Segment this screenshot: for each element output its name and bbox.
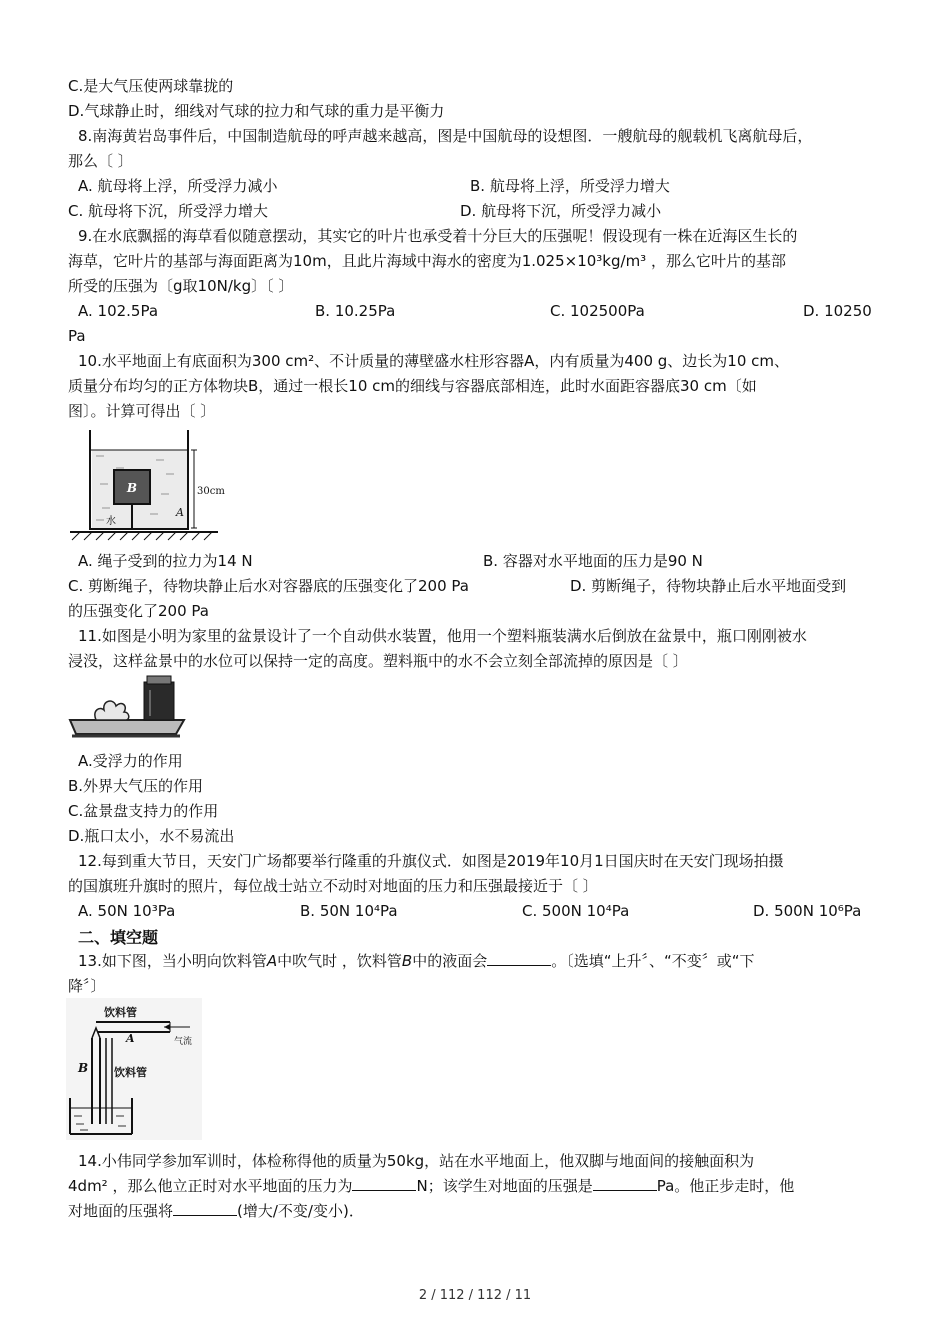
q10-option-d: D. 剪断绳子，待物块静止后水平地面受到	[570, 577, 847, 595]
q14-stem2-mid: N；该学生对地面的压强是	[416, 1177, 593, 1195]
q14-blank-change[interactable]	[173, 1201, 237, 1216]
q9-option-a: A. 102.5Pa	[78, 302, 159, 320]
q7-option-d: D.气球静止时，细线对气球的拉力和气球的重力是平衡力	[68, 102, 445, 120]
q12-option-c: C. 500N 10⁴Pa	[522, 902, 630, 920]
q8-stem: 8.南海黄岩岛事件后，中国制造航母的呼声越来越高，图是中国航母的设想图．一艘航母的舰载机飞离航母后，	[78, 127, 813, 145]
q9-stem-cont2: 所受的压强为〔g取10N/kg〕〔 〕	[68, 277, 294, 295]
fig-label-b: B	[126, 481, 138, 495]
q10-container-figure	[66, 424, 228, 548]
q10-option-c: C. 剪断绳子，待物块静止后水对容器底的压强变化了200 Pa	[68, 577, 469, 595]
fig-label-b: B	[78, 1061, 89, 1075]
fig-air-label: 气流	[174, 1037, 193, 1047]
q14-blank-force[interactable]	[352, 1176, 416, 1191]
q11-option-a: A.受浮力的作用	[78, 752, 183, 770]
q9-stem-cont: 海草，它叶片的基部与海面距离为10m，且此片海域中海水的密度为1.025×10³kg/m³ ，那么它叶片的基部	[68, 252, 786, 270]
q12-stem-cont: 的国旗班升旗时的照片，每位战士站立不动时对地面的压力和压强最接近于〔 〕	[68, 877, 598, 895]
q8-option-d: D. 航母将下沉，所受浮力减小	[460, 202, 662, 220]
q13-stem-end: 。〔选填“上升〞、“不变〞或“下	[551, 952, 755, 970]
q12-stem: 12.每到重大节日，天安门广场都要举行隆重的升旗仪式．如图是2019年10月1日国庆时在天安门现场拍摄	[78, 852, 784, 870]
section-title-fill-blank: 二、填空题	[78, 928, 159, 947]
fig-tube1-label: 饮料管	[104, 1006, 137, 1019]
q14-stem2-pre: 4dm² ，那么他立正时对水平地面的压力为	[68, 1177, 353, 1195]
q10-stem-cont2: 图〕。计算可得出〔 〕	[68, 402, 216, 420]
q8-option-a: A. 航母将上浮，所受浮力减小	[78, 177, 278, 195]
page-number: 2 / 112 / 112 / 11	[418, 1288, 532, 1303]
q14-stem3-pre: 对地面的压强将	[68, 1202, 174, 1220]
q10-stem: 10.水平地面上有底面积为300 cm²、不计质量的薄壁盛水柱形容器A，内有质量为400 g、边长为10 cm、	[78, 352, 790, 370]
q10-option-d-cont: 的压强变化了200 Pa	[68, 602, 209, 620]
q11-option-c: C.盆景盘支持力的作用	[68, 802, 219, 820]
q14-blank-pressure[interactable]	[593, 1176, 657, 1191]
fig-label-a: A	[176, 506, 184, 519]
q7-option-c: C.是大气压使两球靠拢的	[68, 77, 234, 95]
q14-stem-cont	[68, 1176, 794, 1196]
fig-height-label: 30cm	[197, 486, 225, 497]
q13-stem	[78, 951, 755, 971]
q12-option-b: B. 50N 10⁴Pa	[300, 902, 398, 920]
q14-stem3-post: (增大/不变/变小)．	[237, 1202, 364, 1220]
q9-option-c: C. 102500Pa	[550, 302, 645, 320]
q9-option-d: D. 10250	[803, 302, 872, 320]
q9-option-d-cont: Pa	[68, 327, 86, 345]
q14-stem: 14.小伟同学参加军训时，体检称得他的质量为50kg，站在水平地面上，他双脚与地面间的接触面积为	[78, 1152, 755, 1170]
q12-option-a: A. 50N 10³Pa	[78, 902, 176, 920]
q11-stem-cont: 浸没，这样盆景中的水位可以保持一定的高度。塑料瓶中的水不会立刻全部流掉的原因是〔 〕	[68, 652, 688, 670]
q13-straw-figure	[66, 998, 202, 1140]
fig-water-label: 水	[106, 516, 116, 527]
fig-label-a: A	[126, 1032, 135, 1045]
q13-stem-pre: 13.如下图，当小明向饮料管	[78, 952, 267, 970]
q10-option-a: A. 绳子受到的拉力为14 N	[78, 552, 253, 570]
q13-stem-cont: 降〞〕	[68, 977, 106, 995]
q13-stem-post: 中的液面会	[412, 952, 488, 970]
q9-option-b: B. 10.25Pa	[315, 302, 396, 320]
q12-option-d: D. 500N 10⁶Pa	[753, 902, 862, 920]
fig-tube2-label: 饮料管	[114, 1066, 147, 1079]
q14-stem2-post: Pa。他正步走时，他	[656, 1177, 795, 1195]
q13-var-a: A	[266, 952, 278, 970]
q10-stem-cont: 质量分布均匀的正方体物块B，通过一根长10 cm的细线与容器底部相连，此时水面距容器底30 cm〔如	[68, 377, 757, 395]
q13-stem-mid: 中吹气时 ，饮料管	[277, 952, 402, 970]
q9-stem: 9.在水底飘摇的海草看似随意摆动，其实它的叶片也承受着十分巨大的压强呢！假设现有一株在近海区生长的	[78, 227, 798, 245]
q11-plant-figure	[68, 672, 186, 744]
q11-option-b: B.外界大气压的作用	[68, 777, 204, 795]
q8-option-b: B. 航母将上浮，所受浮力增大	[470, 177, 670, 195]
q8-option-c: C. 航母将下沉，所受浮力增大	[68, 202, 269, 220]
q8-stem-cont: 那么〔 〕	[68, 152, 133, 170]
q11-option-d: D.瓶口太小，水不易流出	[68, 827, 235, 845]
q13-var-b: B	[401, 952, 413, 970]
q10-option-b: B. 容器对水平地面的压力是90 N	[483, 552, 703, 570]
q13-answer-blank[interactable]	[487, 951, 551, 966]
q14-stem-cont2	[68, 1201, 364, 1221]
q11-stem: 11.如图是小明为家里的盆景设计了一个自动供水装置，他用一个塑料瓶装满水后倒放在盆景中，瓶口刚刚被水	[78, 627, 807, 645]
